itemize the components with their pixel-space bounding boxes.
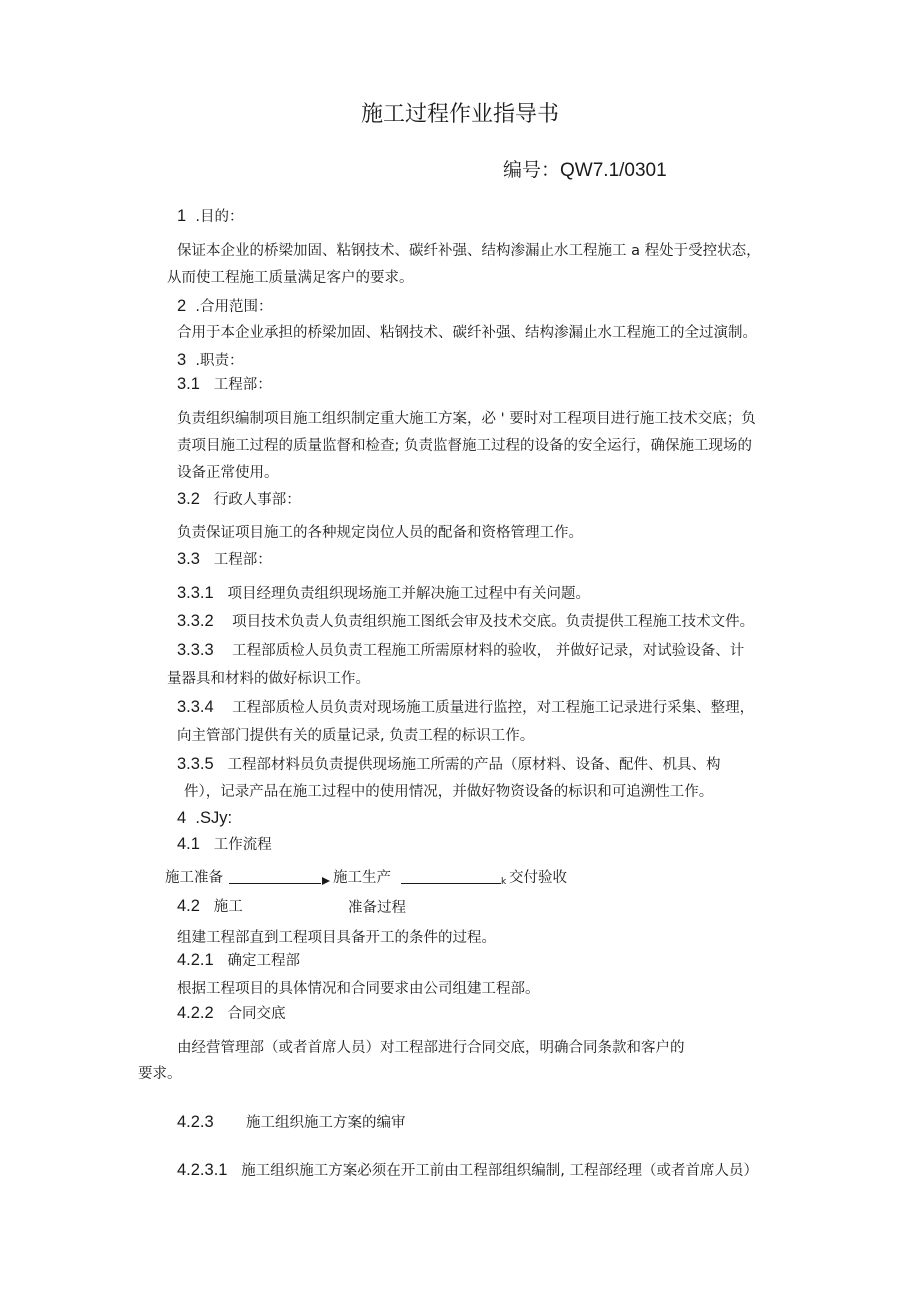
- section-3-3-2: 3.3.2 项目技术负责人负责组织施工图纸会审及技术交底。负责提供工程施工技术文件。: [177, 612, 755, 630]
- document-number-label: 编号：: [503, 159, 561, 181]
- section-3-3-5: 3.3.5 工程部材料员负责提供现场施工所需的产品（原材料、设备、配件、机具、构: [177, 755, 721, 773]
- section-4-heading: 4 .SJy:: [177, 809, 233, 827]
- flow-arrow-head-icon: [322, 877, 330, 885]
- paragraph: 设备正常使用。: [177, 465, 279, 481]
- flow-arrow-line: [401, 883, 501, 884]
- paragraph: 负责保证项目施工的各种规定岗位人员的配备和资格管理工作。: [177, 525, 583, 541]
- section-1-heading: 1 .目的：: [177, 207, 244, 225]
- section-4-1-heading: 4.1 工作流程: [177, 835, 272, 853]
- paragraph: 组建工程部直到工程项目具备开工的条件的过程。: [177, 930, 496, 946]
- section-3-3-3: 3.3.3 工程部质检人员负责工程施工所需原材料的验收， 并做好记录，对试验设备、计: [177, 641, 745, 659]
- paragraph: 要求。: [138, 1066, 182, 1082]
- section-4-2-1-heading: 4.2.1 确定工程部: [177, 951, 301, 969]
- flow-step-production: 施工生产: [333, 870, 391, 886]
- section-2-heading: 2 .合用范围：: [177, 297, 273, 315]
- section-3-heading: 3 .职责：: [177, 351, 244, 369]
- flow-arrow-mark: k: [501, 877, 507, 887]
- document-number: [503, 157, 667, 184]
- paragraph: 保证本企业的桥梁加固、粘钢技术、碳纤补强、结构渗漏止水工程施工 a 程处于受控状态，: [177, 243, 761, 259]
- section-4-2-3-heading: 4.2.3 施工组织施工方案的编审: [177, 1113, 406, 1131]
- paragraph: 根据工程项目的具体情况和合同要求由公司组建工程部。: [177, 981, 540, 997]
- paragraph: 由经营管理部（或者首席人员）对工程部进行合同交底，明确合同条款和客户的: [177, 1040, 685, 1056]
- section-4-2-3-1: 4.2.3.1 施工组织施工方案必须在开工前由工程部组织编制, 工程部经理（或者首席人员）: [177, 1161, 759, 1179]
- flow-arrow-line: [229, 883, 321, 884]
- flow-step-prepare: 施工准备: [165, 870, 223, 886]
- paragraph: 合用于本企业承担的桥梁加固、粘钢技术、碳纤补强、结构渗漏止水工程施工的全过演制。: [177, 325, 757, 341]
- document-title: 施工过程作业指导书: [360, 102, 559, 127]
- section-3-2-heading: 3.2 行政人事部：: [177, 490, 301, 508]
- flow-step-delivery: 交付验收: [509, 870, 567, 886]
- paragraph: 向主管部门提供有关的质量记录, 负责工程的标识工作。: [177, 728, 535, 744]
- section-3-3-1: 3.3.1 项目经理负责组织现场施工并解决施工过程中有关问题。: [177, 584, 591, 602]
- section-4-2-heading: 4.2 施工: [177, 897, 243, 915]
- paragraph: 负责组织编制项目施工组织制定重大施工方案，必 ' 要时对工程项目进行施工技术交底；负: [177, 411, 756, 427]
- section-3-3-4: 3.3.4 工程部质检人员负责对现场施工质量进行监控，对工程施工记录进行采集、整理，: [177, 698, 755, 716]
- section-3-3-heading: 3.3 工程部：: [177, 550, 272, 568]
- section-4-2-heading-continued: 准备过程: [348, 900, 406, 916]
- paragraph: 件），记录产品在施工过程中的使用情况，并做好物资设备的标识和可追溯性工作。: [184, 784, 714, 800]
- paragraph: 责项目施工过程的质量监督和检查; 负责监督施工过程的设备的安全运行，确保施工现场的: [177, 438, 752, 454]
- section-3-1-heading: 3.1 工程部：: [177, 375, 272, 393]
- document-number-value: QW7.1/0301: [560, 160, 667, 181]
- paragraph: 从而使工程施工质量满足客户的要求。: [167, 270, 414, 286]
- section-4-2-2-heading: 4.2.2 合同交底: [177, 1004, 286, 1022]
- paragraph: 量器具和材料的做好标识工作。: [167, 671, 370, 687]
